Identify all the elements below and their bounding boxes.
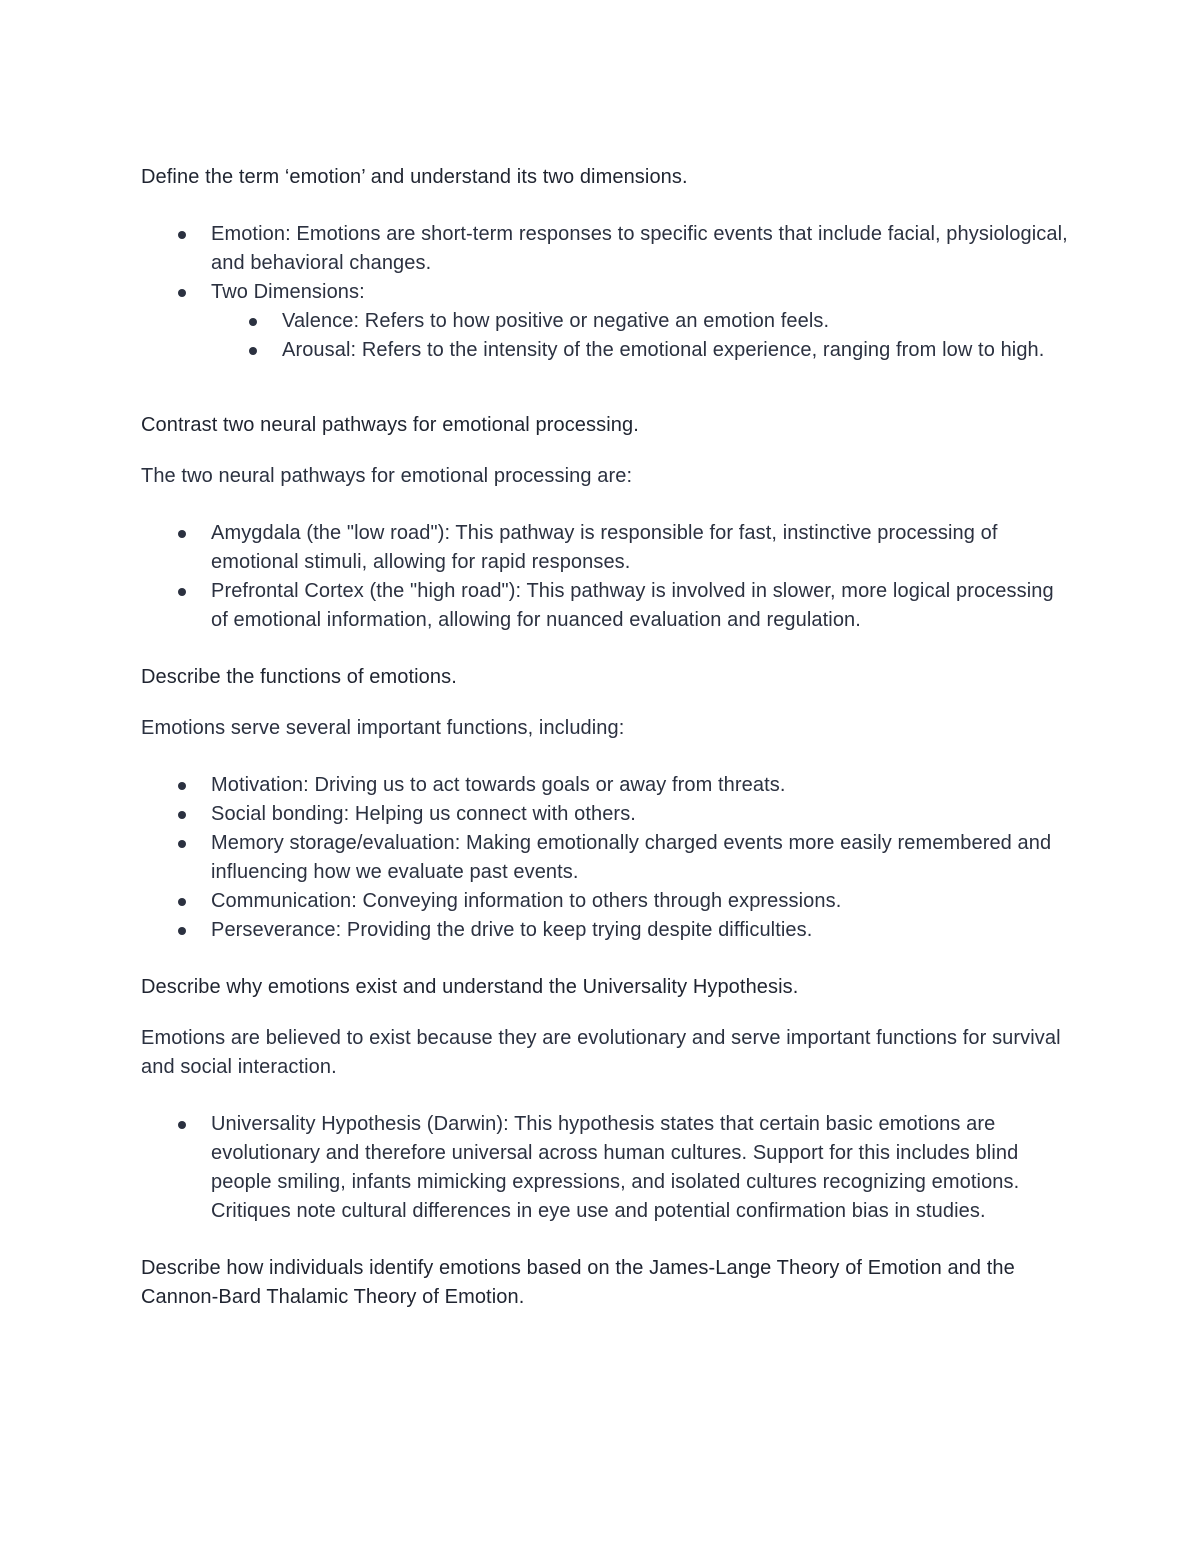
bullet-text: Two Dimensions: (211, 281, 365, 303)
list-item (211, 278, 1071, 365)
list-item (211, 800, 1071, 829)
bullet-icon (178, 231, 186, 239)
section-2-heading: Contrast two neural pathways for emotional processing. (141, 414, 639, 436)
bullet-text: Arousal: Refers to the intensity of the emotional experience, ranging from low to high. (282, 339, 1045, 361)
list-item (211, 1110, 1071, 1226)
section-4-heading: Describe why emotions exist and understand the Universality Hypothesis. (141, 976, 799, 998)
bullet-text: Universality Hypothesis (Darwin): This hypothesis states that certain basic emotions are evolutionary and therefore universal across human cultures. Support for this includes blind people smiling, infants mimicking expressions, and isolated cultures recognizing emotions. Critiques note cultural differences in eye use and potential confirmation bias in studies. (211, 1113, 1020, 1222)
bullet-icon (178, 927, 186, 935)
section-3-heading: Describe the functions of emotions. (141, 666, 457, 688)
document-body (141, 163, 1071, 1312)
list-item (211, 916, 1071, 945)
bullet-icon (178, 588, 186, 596)
list-item (282, 336, 1071, 365)
bullet-text: Valence: Refers to how positive or negative an emotion feels. (282, 310, 830, 332)
section-4-bullet-list (141, 1110, 1071, 1226)
bullet-icon (249, 318, 257, 326)
section-2-bullet-list (141, 519, 1071, 635)
list-item (282, 307, 1071, 336)
bullet-text: Communication: Conveying information to others through expressions. (211, 890, 842, 912)
section-5-heading: Describe how individuals identify emotions based on the James-Lange Theory of Emotion and the Cannon-Bard Thalamic Theory of Emotion. (141, 1257, 1015, 1308)
bullet-icon (178, 840, 186, 848)
list-item (211, 519, 1071, 577)
bullet-text: Social bonding: Helping us connect with others. (211, 803, 636, 825)
bullet-text: Emotion: Emotions are short-term responses to specific events that include facial, physiological, and behavioral changes. (211, 223, 1068, 274)
sub-bullet-list (211, 307, 1071, 365)
bullet-text: Memory storage/evaluation: Making emotionally charged events more easily remembered and influencing how we evaluate past events. (211, 832, 1052, 883)
bullet-icon (178, 530, 186, 538)
bullet-icon (178, 811, 186, 819)
bullet-icon (178, 1121, 186, 1129)
section-4-intro: Emotions are believed to exist because they are evolutionary and serve important functions for survival and social interaction. (141, 1027, 1061, 1078)
bullet-icon (178, 898, 186, 906)
bullet-icon (178, 289, 186, 297)
list-item (211, 220, 1071, 278)
bullet-text: Perseverance: Providing the drive to keep trying despite difficulties. (211, 919, 813, 941)
bullet-text: Motivation: Driving us to act towards goals or away from threats. (211, 774, 786, 796)
list-item (211, 887, 1071, 916)
section-1-heading: Define the term ‘emotion’ and understand its two dimensions. (141, 166, 688, 188)
bullet-text: Prefrontal Cortex (the "high road"): This pathway is involved in slower, more logical processing of emotional information, allowing for nuanced evaluation and regulation. (211, 580, 1054, 631)
section-2-intro: The two neural pathways for emotional processing are: (141, 465, 633, 487)
section-3-bullet-list (141, 771, 1071, 945)
section-3-intro: Emotions serve several important functions, including: (141, 717, 625, 739)
list-item (211, 771, 1071, 800)
section-1-bullet-list (141, 220, 1071, 365)
list-item (211, 829, 1071, 887)
bullet-icon (178, 782, 186, 790)
bullet-text: Amygdala (the "low road"): This pathway is responsible for fast, instinctive processing of emotional stimuli, allowing for rapid responses. (211, 522, 998, 573)
list-item (211, 577, 1071, 635)
bullet-icon (249, 347, 257, 355)
